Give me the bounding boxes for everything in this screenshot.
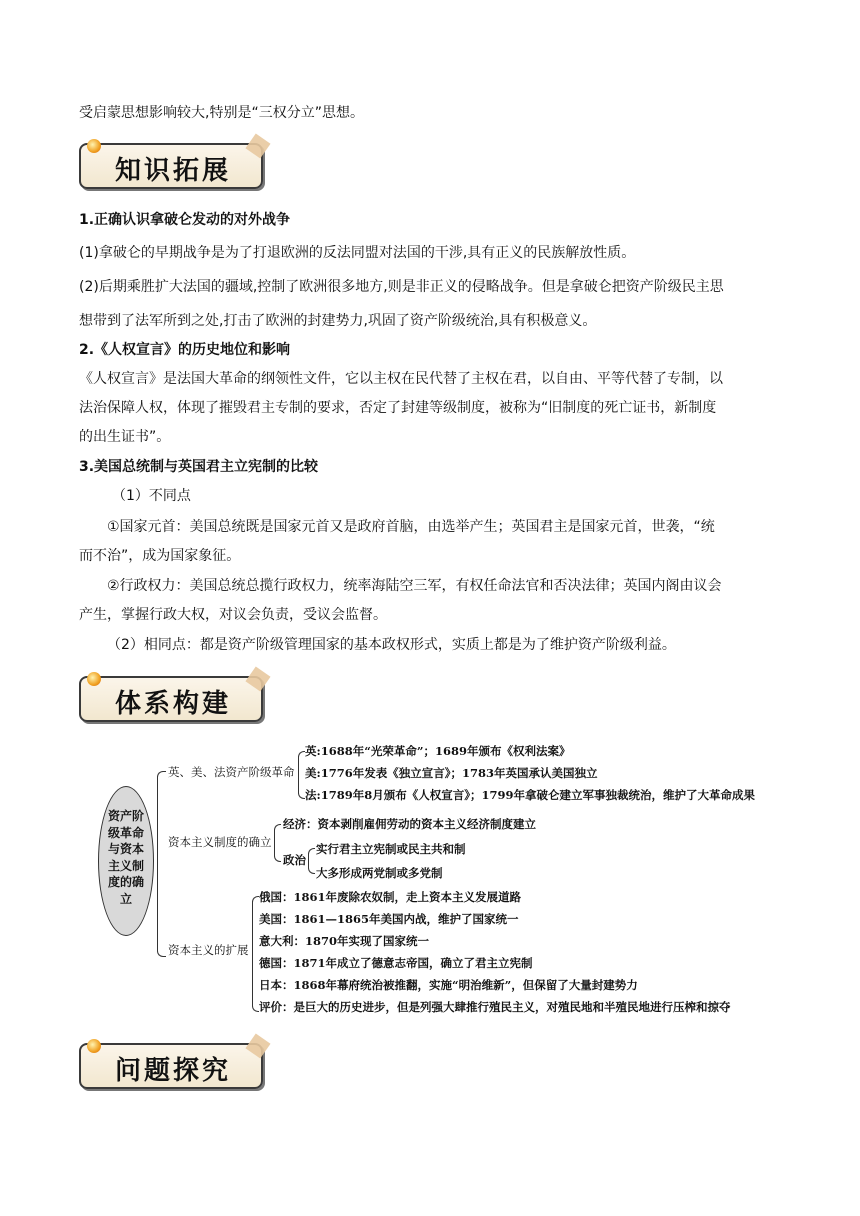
paragraph: 而不治”，成为国家象征。 [79,548,241,564]
pin-icon [87,139,101,153]
paragraph: (1)拿破仑的早期战争是为了打退欧洲的反法同盟对法国的干涉,具有正义的民族解放性质。 [79,245,636,261]
section-banner-inquiry [79,1043,263,1089]
branch-item: 经济：资本剥削雇佣劳动的资本主义经济制度建立 [283,817,536,831]
branch-item: 政治 [283,853,306,867]
intro-line: 受启蒙思想影响较大,特别是“三权分立”思想。 [79,105,364,121]
tape-icon [245,1033,270,1058]
branch-system: 资本主义制度的确立 [168,835,272,849]
branch-item: 实行君主立宪制或民主共和制 [316,842,466,856]
branch-item: 法:1789年8月颁布《人权宣言》；1799年拿破仑建立军事独裁统治，维护了大革命成果 [305,788,756,802]
diagram-brace [274,824,281,862]
heading-comparison: 3.美国总统制与英国君主立宪制的比较 [79,459,319,475]
branch-item: 美:1776年发表《独立宣言》；1783年英国承认美国独立 [305,766,598,780]
diagram-brace [157,771,166,957]
banner-title: 知识拓展 [115,156,232,186]
branch-item: 美国：1861—1865年美国内战，维护了国家统一 [259,912,519,926]
pin-icon [87,1039,101,1053]
heading-declaration: 2.《人权宣言》的历史地位和影响 [79,342,291,358]
branch-revolutions: 英、美、法资产阶级革命 [168,765,295,779]
branch-item: 英:1688年“光荣革命”；1689年颁布《权利法案》 [305,744,571,758]
paragraph: (2)后期乘胜扩大法国的疆域,控制了欧洲很多地方,则是非正义的侵略战争。但是拿破仑把资产阶级民主思 [79,279,724,295]
paragraph: 法治保障人权，体现了摧毁君主专制的要求，否定了封建等级制度，被称为“旧制度的死亡证书，新制度 [79,400,717,416]
branch-item: 评价：是巨大的历史进步，但是列强大肆推行殖民主义，对殖民地和半殖民地进行压榨和掠夺 [259,1000,731,1014]
paragraph: 的出生证书”。 [79,429,171,445]
paragraph: ②行政权力：美国总统总揽行政权力，统率海陆空三军，有权任命法官和否决法律；英国内阁由议会 [107,578,722,594]
diagram-brace [252,896,259,1012]
diagram-brace [298,751,305,799]
diagram-root-label: 资产阶 级革命 与资本 主义制 度的确 立 [107,809,144,906]
branch-item: 日本：1868年幕府统治被推翻，实施“明治维新”，但保留了大量封建势力 [259,978,638,992]
branch-item: 德国：1871年成立了德意志帝国，确立了君主立宪制 [259,956,533,970]
banner-title: 问题探究 [115,1056,232,1086]
heading-napoleon-wars: 1.正确认识拿破仑发动的对外战争 [79,212,291,228]
paragraph: 产生，掌握行政大权，对议会负责，受议会监督。 [79,607,387,623]
section-banner-knowledge [79,143,263,189]
tape-icon [245,133,270,158]
paragraph: ①国家元首：美国总统既是国家元首又是政府首脑，由选举产生；英国君主是国家元首，世袭，“统 [107,519,715,535]
paragraph: （1）不同点 [112,488,191,504]
branch-item: 俄国：1861年废除农奴制，走上资本主义发展道路 [259,890,522,904]
diagram-brace [308,848,315,874]
banner-title: 体系构建 [115,689,232,719]
branch-item: 意大利：1870年实现了国家统一 [259,934,430,948]
paragraph: 《人权宣言》是法国大革命的纲领性文件，它以主权在民代替了主权在君，以自由、平等代替了专制，以 [79,371,723,387]
section-banner-system [79,676,263,722]
pin-icon [87,672,101,686]
branch-item: 大多形成两党制或多党制 [316,866,443,880]
paragraph: （2）相同点：都是资产阶级管理国家的基本政权形式，实质上都是为了维护资产阶级利益。 [107,637,676,653]
paragraph: 想带到了法军所到之处,打击了欧洲的封建势力,巩固了资产阶级统治,具有积极意义。 [79,313,597,329]
tape-icon [245,666,270,691]
branch-expansion: 资本主义的扩展 [168,943,249,957]
